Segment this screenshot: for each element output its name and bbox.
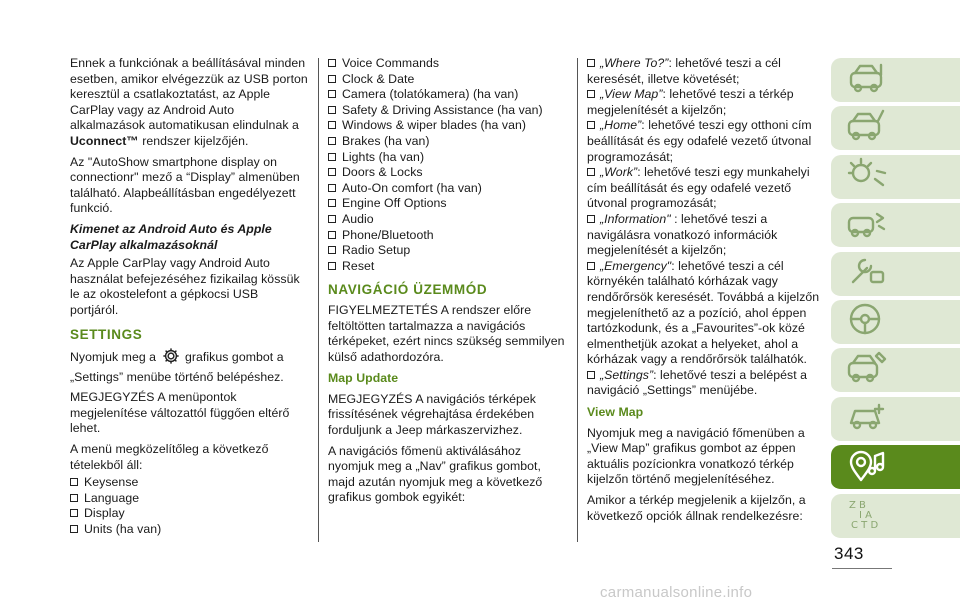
nav-option [587,118,823,165]
menu-list-1 [70,475,308,537]
chapter-tab[interactable] [831,348,960,394]
autoshow-text-end: rendszer kijelzőjén. [138,133,249,148]
list-item: Voice Commands [328,56,568,72]
list-item: Camera (tolatókamera) (ha van) [328,87,568,103]
autoshow-text: Ennek a funkciónak a beállításával minden esetben, amikor elvégezzük az USB porton keresztül a csatlakoztatást, az Apple CarPlay vagy az Android Auto alkalmazások automatikusan elindulnak a [70,56,308,133]
list-item: Reset [328,259,568,275]
page-number: 343 [834,544,864,563]
weather-lights-icon [845,155,889,198]
exit-paragraph: Az Apple CarPlay vagy Android Auto használat befejezéséhez fizikailag kössük le az okostelefont a gépkocsi USB portjáról. [70,256,300,317]
nav-options-list [587,56,823,399]
menu-intro: A menü megközelítőleg a következő tételekből áll: [70,442,269,472]
nav-option-text: : lehetővé teszi egy munkahelyi cím beállítását és egy odafelé vezető útvonal programozását; [587,165,810,211]
svg-text:I A: I A [859,510,872,522]
chapter-tab[interactable] [831,494,960,540]
bullet-square-icon [587,262,595,270]
column-divider [318,58,319,542]
navigation-music-icon [845,446,889,489]
list-item: Units (ha van) [70,522,308,538]
column-left [70,56,308,542]
nav-option [587,368,823,399]
chapter-tab[interactable] [831,445,960,491]
nav-option [587,165,823,212]
map-update-paragraph: MEGJEGYZÉS A navigációs térképek frissítésének végrehajtása érdekében forduljunk a Jeep márkaszervizhez. [328,391,537,438]
nav-option-text: : lehetővé teszi a cél környékén található kórházak vagy rendőrőrsök keresését. Továbbá a kijelzőn megjeleníthető az a pozíció, ahol éppen tartózkodunk, és a „Favourites”-ok közé elmenthetjük azokat a helyeket, ahol a kórházak vagy a rendőrőrsök találhatók. [587,258,820,367]
list-item: Engine Off Options [328,196,568,212]
list-item: Lights (ha van) [328,150,568,166]
list-item: Audio [328,212,568,228]
footer-watermark: carmanualsonline.info [600,584,753,601]
chapter-tab[interactable] [831,203,960,249]
car-info-icon [845,59,889,102]
nav-option-text: : lehetővé teszi egy otthoni cím beállítását és egy odafelé vezető útvonal programozását; [587,118,812,164]
settings-heading: SETTINGS [70,326,143,342]
warning-paragraph: FIGYELMEZTETÉS A rendszer előre feltöltötten tartalmazza a navigációs térképeket, ezért nincs szükség semmilyen külső adathordozóra. [328,302,565,364]
nav-option-label: „Where To?” [600,56,669,70]
settings-text-b: grafikus gombot a „Settings” menübe történő belépéshez. [70,350,284,384]
bullet-square-icon [587,215,595,223]
gear-icon [162,347,180,370]
chapter-tab[interactable] [831,397,960,443]
car-tools-icon [845,252,889,295]
nav-option-label: „Settings” [600,367,654,382]
activation-paragraph: A navigációs főmenü aktiválásához nyomjuk meg a „Nav” grafikus gombot, majd azután nyomjuk meg a következő grafikus gombok egyikét: [328,443,543,505]
nav-option-label: „Emergency" [600,258,672,273]
list-item: Clock & Date [328,72,568,88]
steering-wheel-icon [845,301,889,344]
settings-paragraph [70,347,308,385]
column-divider [577,58,578,542]
page-number-underline [832,568,892,569]
list-item: Doors & Locks [328,165,568,181]
nav-option-text: : lehetővé teszi a térkép megjelenítését a kijelzőn; [587,87,794,117]
nav-option-label: „View Map” [600,87,663,102]
bullet-square-icon [587,168,595,176]
list-item: Windows & wiper blades (ha van) [328,118,568,134]
list-item: Radio Setup [328,243,568,259]
nav-option-text: : lehetővé teszi a navigálásra vonatkozó információk megjelenítését a kijelzőn; [587,211,778,258]
menu-list-2 [328,56,568,274]
nav-option-label: „Home” [600,118,642,133]
list-item: Language [70,491,308,507]
display-paragraph: Az "AutoShow smartphone display on connectionr" mező a “Display” almenüben található. Alapbeállításban engedélyezett funkció. [70,154,300,216]
zoom-paragraph: Amikor a térkép megjelenik a kijelzőn, a következő opciók állnak rendelkezésre: [587,493,806,523]
chapter-tab[interactable] [831,300,960,346]
uconnect-brand: Uconnect™ [70,133,139,148]
bullet-square-icon [587,121,595,129]
nav-option-text: : lehetővé teszi a cél keresését, illetve követését; [587,56,781,86]
nav-option-label: „Information" [600,211,671,226]
chapter-tab[interactable] [831,252,960,298]
car-service-icon [845,349,889,392]
nav-option [587,212,823,259]
bullet-square-icon [587,371,595,379]
nav-option [587,87,823,118]
exit-heading: Kimenet az Android Auto és Apple CarPlay alkalmazásoknál [70,221,272,252]
view-map-paragraph: Nyomjuk meg a navigáció főmenüben a „View Map” grafikus gombot az éppen aktuális pozícionkra vonatkozó térkép kijelzőn történő megjelenítéséhez. [587,425,805,487]
list-item: Display [70,506,308,522]
settings-text-a: Nyomjuk meg a [70,350,160,365]
bullet-square-icon [587,59,595,67]
bullet-square-icon [587,90,595,98]
note-paragraph: MEGJEGYZÉS A menüpontok megjelenítése változattól függően eltérő lehet. [70,390,290,436]
navigation-heading: NAVIGÁCIÓ ÜZEMMÓD [328,282,488,298]
column-right [587,56,823,529]
car-engine-icon [845,397,889,440]
view-map-heading: View Map [587,405,644,420]
svg-text:C T D: C T D [851,520,879,532]
svg-text:Z B: Z B [849,500,866,512]
chapter-tab[interactable] [831,106,960,152]
list-item: Keysense [70,475,308,491]
chapter-tab[interactable] [831,58,960,104]
list-item: Phone/Bluetooth [328,228,568,244]
index-alphabet-icon [845,494,889,537]
map-update-heading: Map Update [328,371,399,386]
chapter-tab[interactable] [831,155,960,201]
car-crash-icon [845,204,889,247]
nav-option-label: „Work” [600,165,638,180]
car-safety-icon [845,107,889,150]
nav-option [587,259,823,368]
list-item: Auto-On comfort (ha van) [328,181,568,197]
nav-option [587,56,823,87]
autoshow-paragraph [70,56,308,150]
list-item: Safety & Driving Assistance (ha van) [328,103,568,119]
nav-option-text: : lehetővé teszi a belépést a navigáció „Settings” menüjébe. [587,367,808,398]
list-item: Brakes (ha van) [328,134,568,150]
column-middle [328,56,568,511]
